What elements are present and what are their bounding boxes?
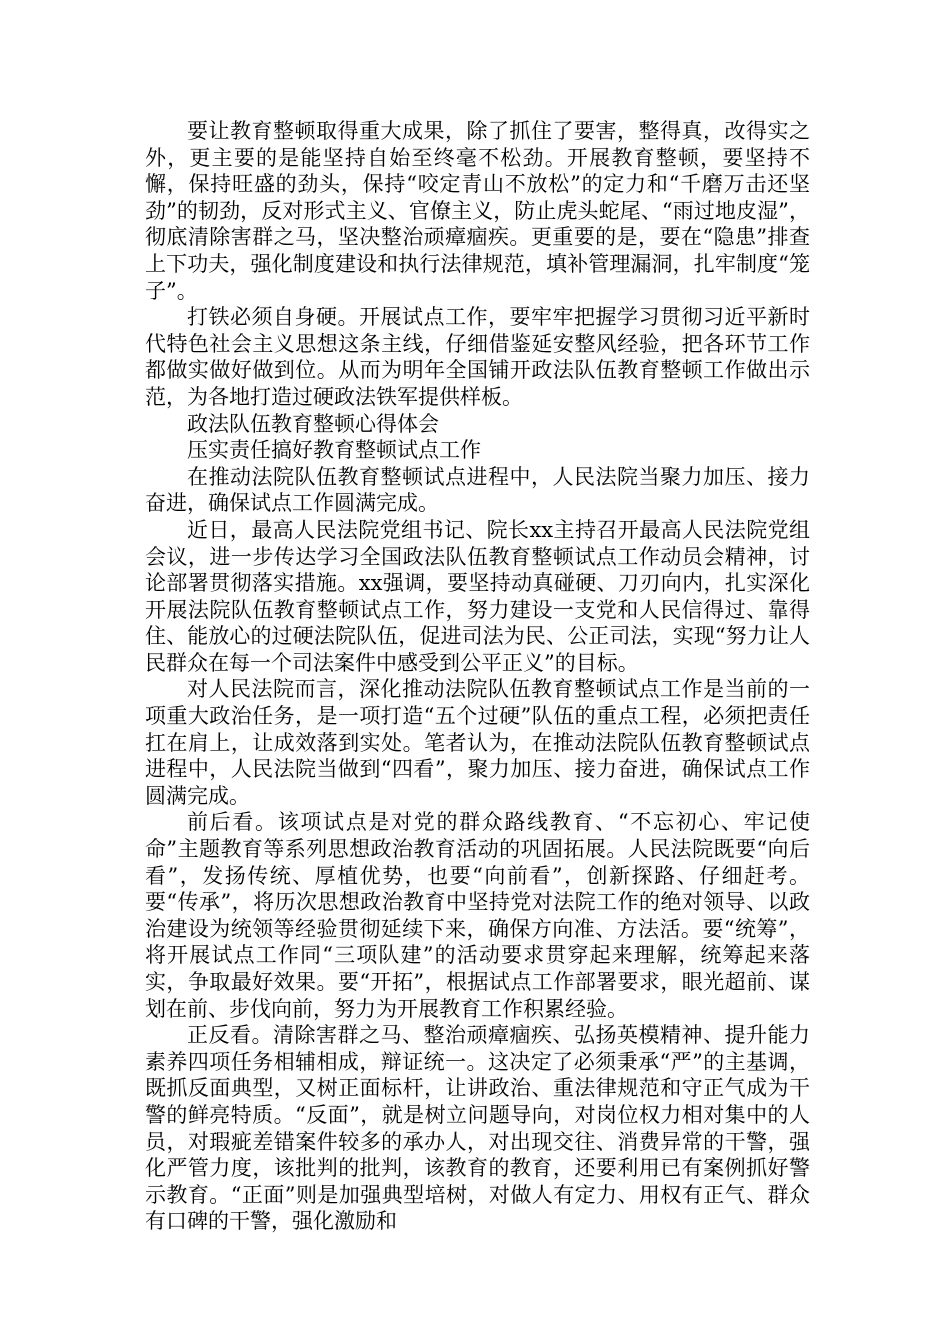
paragraph: 对人民法院而言，深化推动法院队伍教育整顿试点工作是当前的一项重大政治任务，是一项打造“五个过硬”队伍的重点工程，必须把责任扛在肩上，让成效落到实处。笔者认为，在推动法院队伍教育整顿试点进程中，人民法院当做到“四看”，聚力加压、接力奋进，确保试点工作圆满完成。 [145,677,810,808]
paragraph: 正反看。清除害群之马、整治顽瘴痼疾、弘扬英模精神、提升能力素养四项任务相辅相成，辩证统一。这决定了必须秉承“严”的主基调，既抓反面典型，又树正面标杆，让讲政治、重法律规范和守正气成为干警的鲜亮特质。“反面”，就是树立问题导向，对岗位权力相对集中的人员，对瑕疵差错案件较多的承办人，对出现交往、消费异常的干警，强化严管力度，该批判的批判，该教育的教育，还要利用已有案例抓好警示教育。“正面”则是加强典型培树，对做人有定力、用权有正气、群众有口碑的干警，强化激励和 [145,1023,810,1234]
paragraph: 在推动法院队伍教育整顿试点进程中，人民法院当聚力加压、接力奋进，确保试点工作圆满完成。 [145,464,810,516]
document-body [145,118,810,1235]
paragraph: 打铁必须自身硬。开展试点工作，要牢牢把握学习贯彻习近平新时代特色社会主义思想这条主线，仔细借鉴延安整风经验，把各环节工作都做实做好做到位。从而为明年全国铺开政法队伍教育整顿工作做出示范，为各地打造过硬政法铁军提供样板。 [145,305,810,409]
paragraph: 前后看。该项试点是对党的群众路线教育、“不忘初心、牢记使命”主题教育等系列思想政治教育活动的巩固拓展。人民法院既要“向后看”，发扬传统、厚植优势，也要“向前看”，创新探路、仔细赶考。要“传承”，将历次思想政治教育中坚持党对法院工作的绝对领导、以政治建设为统领等经验贯彻延续下来，确保方向准、方法活。要“统筹”，将开展试点工作同“三项队建”的活动要求贯穿起来理解，统筹起来落实，争取最好效果。要“开拓”，根据试点工作部署要求，眼光超前、谋划在前、步伐向前，努力为开展教育工作积累经验。 [145,810,810,1021]
paragraph: 近日，最高人民法院党组书记、院长xx主持召开最高人民法院党组会议，进一步传达学习全国政法队伍教育整顿试点工作动员会精神，讨论部署贯彻落实措施。xx强调，要坚持动真碰硬、刀刃向内，扎实深化开展法院队伍教育整顿试点工作，努力建设一支党和人民信得过、靠得住、能放心的过硬法院队伍，促进司法为民、公正司法，实现“努力让人民群众在每一个司法案件中感受到公平正义”的目标。 [145,517,810,675]
section-heading: 政法队伍教育整顿心得体会 [187,411,439,436]
paragraph: 要让教育整顿取得重大成果，除了抓住了要害，整得真，改得实之外，更主要的是能坚持自始至终毫不松劲。开展教育整顿，要坚持不懈，保持旺盛的劲头，保持“咬定青山不放松”的定力和“千磨万击还坚劲”的韧劲，反对形式主义、官僚主义，防止虎头蛇尾、“雨过地皮湿”，彻底清除害群之马，坚决整治顽瘴痼疾。更重要的是，要在“隐患”排查上下功夫，强化制度建设和执行法律规范，填补管理漏洞，扎牢制度“笼子”。 [145,119,810,303]
section-subheading: 压实责任搞好教育整顿试点工作 [187,438,481,463]
